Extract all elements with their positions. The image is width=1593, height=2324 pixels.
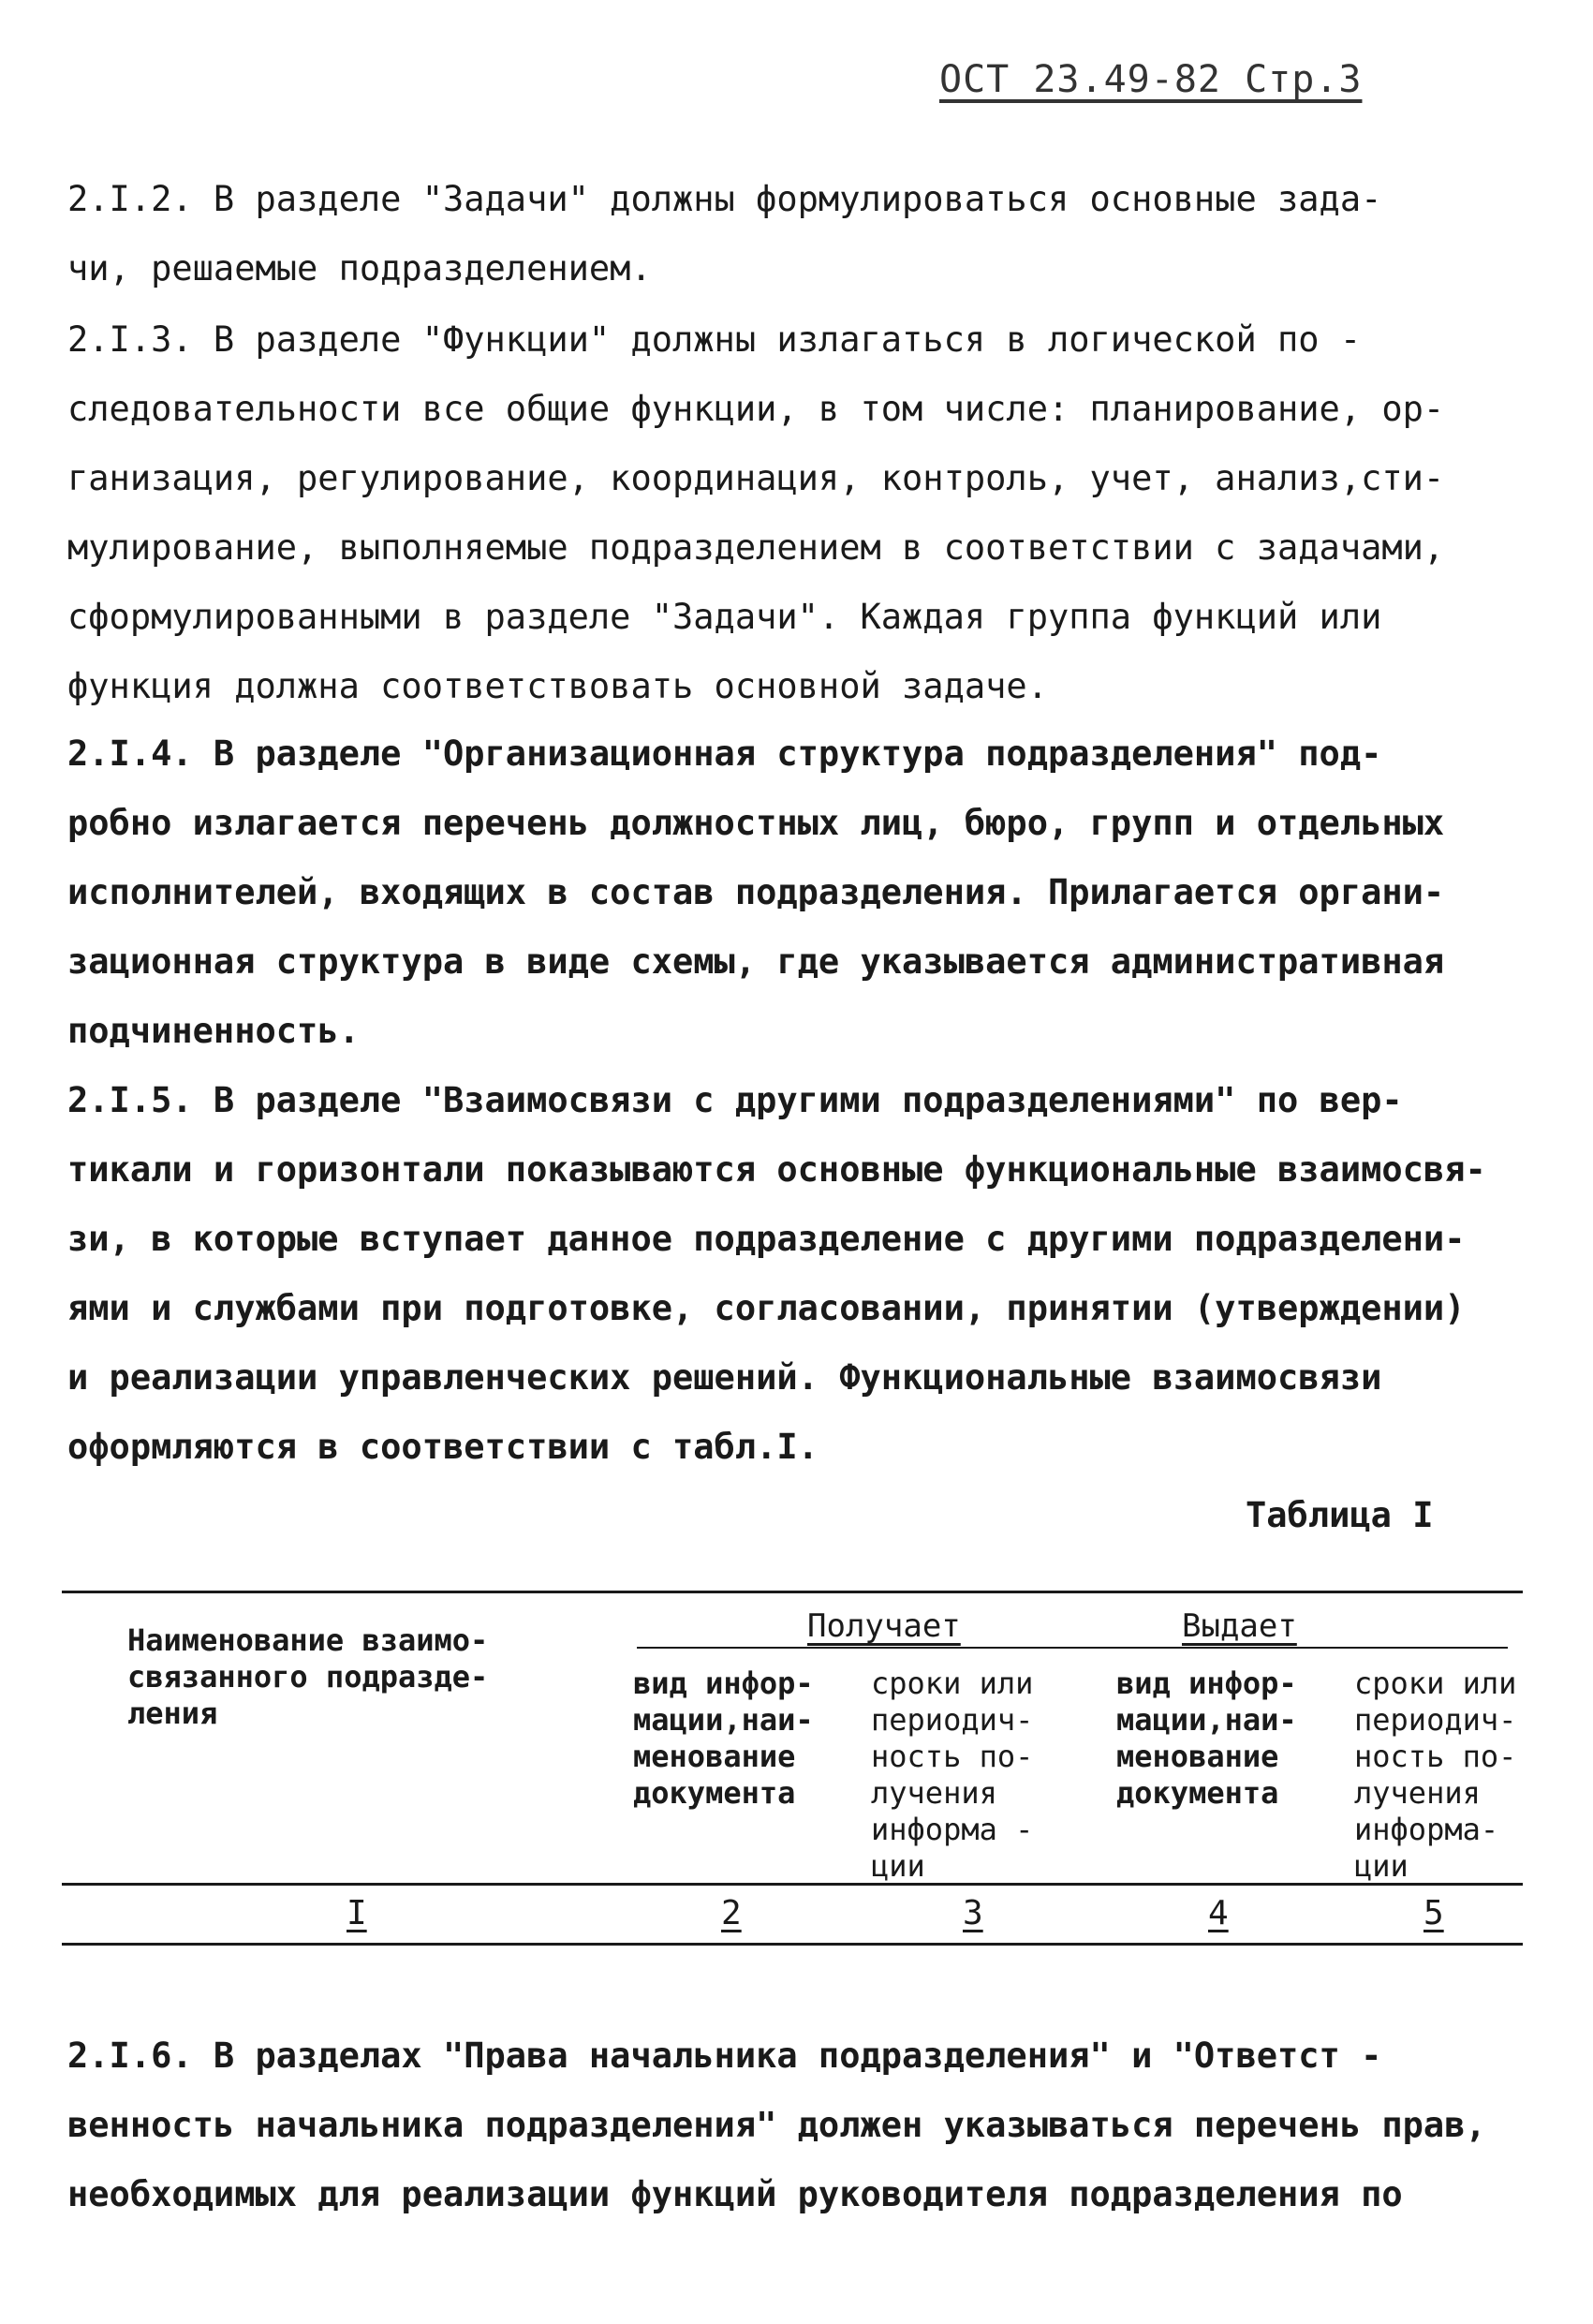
document-header: ОСТ 23.49-82 Стр.3 xyxy=(939,58,1363,101)
text-line: 2.I.4. В разделе "Организационная структура подразделения" под- xyxy=(67,733,1382,774)
table-group-rule xyxy=(637,1647,1508,1649)
table-top-rule xyxy=(62,1591,1523,1593)
paragraph-2-1-3 xyxy=(67,305,1528,721)
table-group-receives: Получает xyxy=(807,1607,961,1645)
text-line: следовательности все общие функции, в том числе: планирование, ор- xyxy=(67,389,1445,429)
text-line: необходимых для реализации функций руководителя подразделения по xyxy=(67,2174,1403,2214)
text-line: функция должна соответствовать основной задаче. xyxy=(67,666,1048,706)
text-line: оформляются в соответствии с табл.I. xyxy=(67,1427,819,1467)
table-header-terms-received: сроки или периодич- ность по- лучения информа - ции xyxy=(871,1665,1034,1884)
text-line: 2.I.6. В разделах "Права начальника подразделения" и "Ответст - xyxy=(67,2035,1382,2076)
text-line: ями и службами при подготовке, согласовании, принятии (утверждении) xyxy=(67,1288,1466,1328)
table-group-issues: Выдает xyxy=(1182,1607,1297,1645)
text-line: сформулированными в разделе "Задачи". Каждая группа функций или xyxy=(67,597,1382,637)
text-line: 2.I.3. В разделе "Функции" должны излагаться в логической по - xyxy=(67,319,1362,360)
table-header-info-issued: вид инфор- мации,наи- менование документа xyxy=(1116,1665,1297,1811)
text-line: робно излагается перечень должностных лиц, бюро, групп и отдельных xyxy=(67,803,1445,843)
text-line: тикали и горизонтали показываются основные функциональные взаимосвя- xyxy=(67,1149,1486,1190)
text-line: 2.I.2. В разделе "Задачи" должны формулироваться основные зада- xyxy=(67,179,1382,219)
text-line: чи, решаемые подразделением. xyxy=(67,248,652,289)
table-header-terms-issued: сроки или периодич- ность по- лучения информа- ции xyxy=(1354,1665,1517,1884)
table-column-number: I xyxy=(347,1894,367,1932)
table-column-number: 5 xyxy=(1423,1894,1444,1932)
text-line: зационная структура в виде схемы, где указывается административная xyxy=(67,941,1445,982)
text-line: и реализации управленческих решений. Функциональные взаимосвязи xyxy=(67,1357,1382,1398)
table-header-info-received: вид инфор- мации,наи- менование документа xyxy=(633,1665,814,1811)
text-line: исполнителей, входящих в состав подразделения. Прилагается органи- xyxy=(67,872,1445,912)
table-header-related-unit: Наименование взаимо- связанного подразде- ления xyxy=(127,1622,489,1731)
table-header-bottom-rule xyxy=(62,1883,1523,1886)
paragraph-2-1-5 xyxy=(67,1066,1528,1482)
text-line: венность начальника подразделения" должен указываться перечень прав, xyxy=(67,2105,1486,2145)
paragraph-2-1-6 xyxy=(67,2021,1528,2229)
text-line: зи, в которые вступает данное подразделение с другими подразделени- xyxy=(67,1219,1466,1259)
table-column-number: 4 xyxy=(1208,1894,1229,1932)
table-bottom-rule xyxy=(62,1943,1523,1946)
text-line: мулирование, выполняемые подразделением в соответствии с задачами, xyxy=(67,527,1445,568)
paragraph-2-1-4 xyxy=(67,719,1528,1066)
text-line: подчиненность. xyxy=(67,1011,360,1051)
table-column-number: 2 xyxy=(721,1894,742,1932)
text-line: 2.I.5. В разделе "Взаимосвязи с другими подразделениями" по вер- xyxy=(67,1080,1403,1120)
table-caption: Таблица I xyxy=(1246,1495,1434,1535)
paragraph-2-1-2 xyxy=(67,165,1528,303)
text-line: ганизация, регулирование, координация, контроль, учет, анализ,сти- xyxy=(67,458,1445,498)
table-column-number: 3 xyxy=(963,1894,983,1932)
